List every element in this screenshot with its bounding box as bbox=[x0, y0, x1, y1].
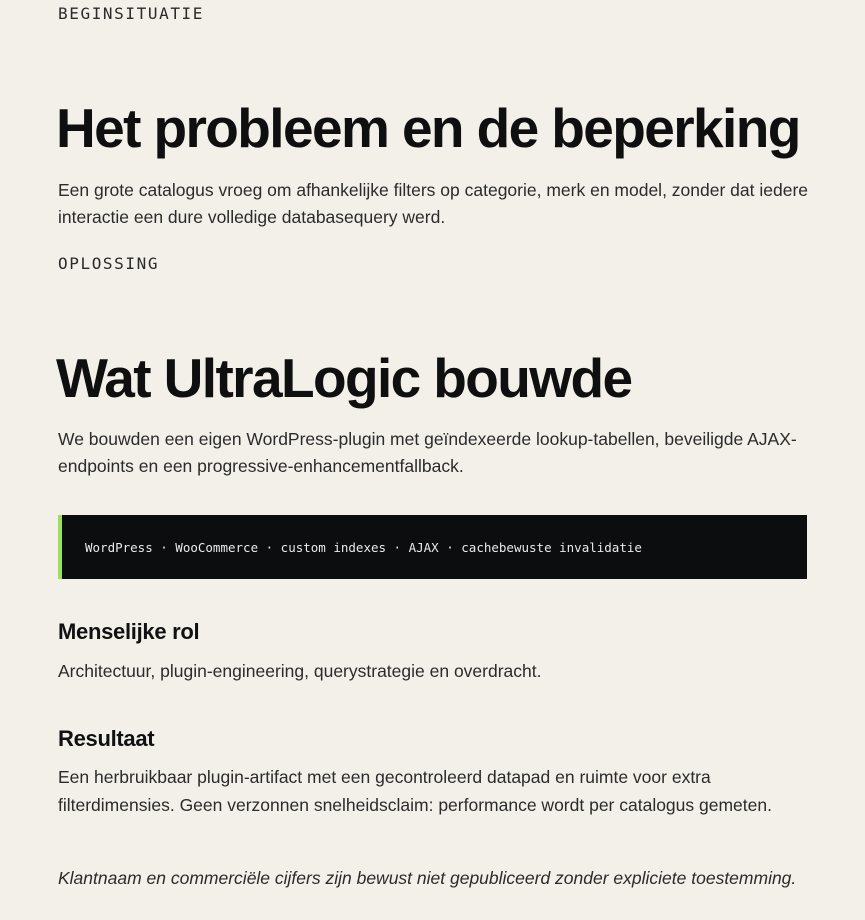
human-role-heading: Menselijke rol bbox=[58, 619, 200, 644]
solution-eyebrow: OPLOSSING bbox=[58, 254, 160, 273]
human-role-text: Architectuur, plugin-engineering, querystrategie en overdracht. bbox=[58, 661, 542, 681]
situation-title: Het probleem en de beperking bbox=[56, 97, 800, 159]
solution-title: Wat UltraLogic bouwde bbox=[56, 347, 632, 409]
result-text: Een herbruikbaar plugin-artifact met een gecontroleerd datapad en ruimte voor extra filterdimensies. Geen verzonnen snelheidsclaim: performance wordt per catalogus gemeten. bbox=[58, 767, 772, 815]
confidentiality-note: Klantnaam en commerciële cijfers zijn bewust niet gepubliceerd zonder expliciete toestemming. bbox=[58, 868, 797, 888]
solution-text: We bouwden een eigen WordPress-plugin met geïndexeerde lookup-tabellen, beveiligde AJAX-endpoints en een progressive-enhancementfallback. bbox=[58, 429, 797, 476]
situation-eyebrow: BEGINSITUATIE bbox=[58, 4, 205, 23]
tech-stack-block bbox=[58, 515, 807, 579]
result-heading: Resultaat bbox=[58, 726, 155, 751]
situation-text: Een grote catalogus vroeg om afhankelijke filters op categorie, merk en model, zonder dat iedere interactie een dure volledige databasequery werd. bbox=[58, 180, 809, 227]
tech-stack-text: WordPress · WooCommerce · custom indexes · AJAX · cachebewuste invalidatie bbox=[85, 539, 642, 555]
